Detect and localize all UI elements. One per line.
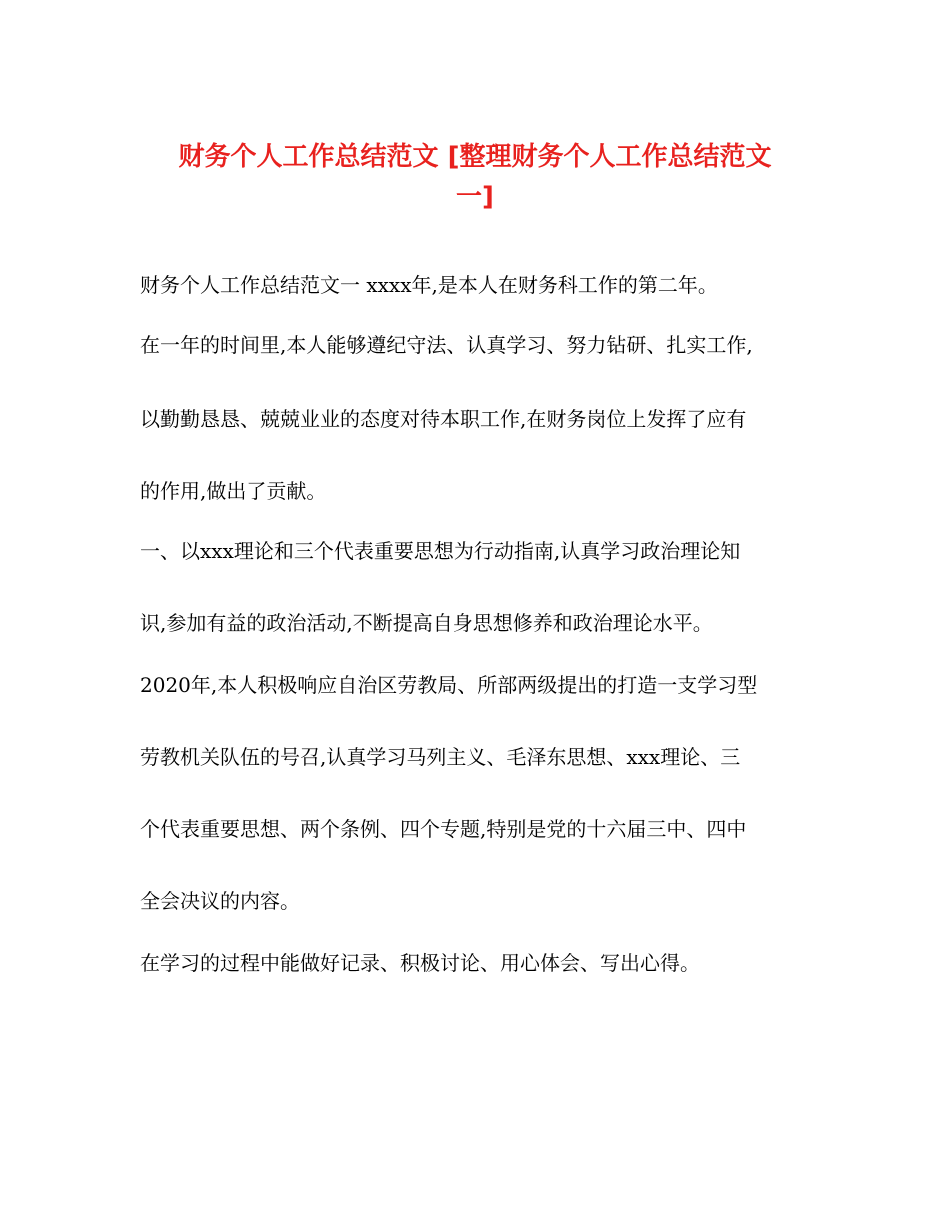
paragraph-line: 的作用,做出了贡献。: [140, 479, 327, 503]
paragraph-line: 全会决议的内容。: [140, 889, 300, 913]
paragraph-line: 在一年的时间里,本人能够遵纪守法、认真学习、努力钻研、扎实工作,: [140, 333, 753, 357]
document-title-line-1: 财务个人工作总结范文 [整理财务个人工作总结范文: [178, 142, 772, 172]
paragraph-line: 在学习的过程中能做好记录、积极讨论、用心体会、写出心得。: [140, 951, 700, 975]
document-title-line-2: 一]: [456, 182, 494, 212]
paragraph-line: 个代表重要思想、两个条例、四个专题,特别是党的十六届三中、四中: [140, 817, 747, 841]
paragraph-line: 以勤勤恳恳、兢兢业业的态度对待本职工作,在财务岗位上发挥了应有: [140, 407, 747, 431]
paragraph-line: 一、以xxx理论和三个代表重要思想为行动指南,认真学习政治理论知: [140, 539, 741, 563]
paragraph-line: 2020年,本人积极响应自治区劳教局、所部两级提出的打造一支学习型: [140, 673, 758, 697]
paragraph-line: 劳教机关队伍的号召,认真学习马列主义、毛泽东思想、xxx理论、三: [140, 745, 741, 769]
paragraph-line: 识,参加有益的政治活动,不断提高自身思想修养和政治理论水平。: [140, 611, 713, 635]
paragraph-line: 财务个人工作总结范文一 xxxx年,是本人在财务科工作的第二年。: [140, 273, 718, 297]
